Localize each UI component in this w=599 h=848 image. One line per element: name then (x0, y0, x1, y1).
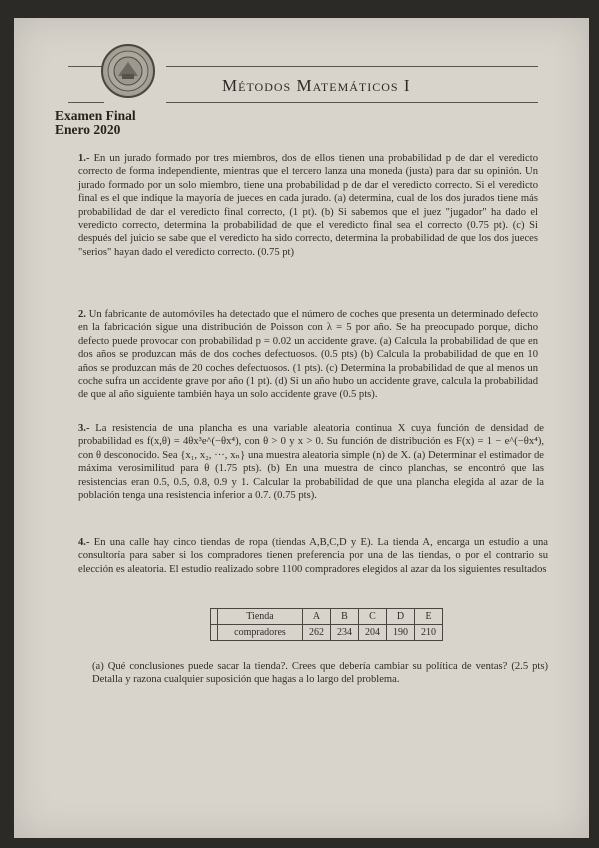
header-rule-right-bottom (166, 102, 538, 103)
table-cell: 262 (303, 625, 331, 641)
question-number: 3.- (78, 423, 90, 434)
table-cell: compradores (218, 625, 303, 641)
question-4 (78, 536, 548, 576)
question-3 (78, 422, 544, 502)
exam-type: Examen Final (55, 108, 136, 123)
page-title: Métodos Matemáticos I (222, 76, 411, 95)
university-seal-logo (101, 44, 155, 98)
exam-heading (55, 109, 136, 137)
question-1 (78, 152, 538, 259)
table-header-cell: Tienda (218, 609, 303, 625)
table-cell: 190 (387, 625, 415, 641)
table-header-row (211, 609, 443, 625)
table-header-cell: A (303, 609, 331, 625)
table-header-cell: E (415, 609, 443, 625)
table-cell: 204 (359, 625, 387, 641)
table-header-cell: D (387, 609, 415, 625)
question-number: 1.- (78, 153, 90, 164)
table-header-cell: B (331, 609, 359, 625)
header-rule-left-top (68, 66, 104, 67)
header-rule-right-top (166, 66, 538, 67)
question-4-followup: (a) Qué conclusiones puede sacar la tienda?. Crees que debería cambiar su política de ventas? (2.5 pts) Detalla y razona cualquier suposición que hagas a lo largo del problema. (92, 661, 548, 686)
question-number: 2. (78, 309, 86, 320)
table-row (211, 625, 443, 641)
table-cell (211, 625, 218, 641)
table-header-cell: C (359, 609, 387, 625)
shop-results-table (210, 608, 443, 641)
question-text: Un fabricante de automóviles ha detectado que el número de coches que presenta un determinado defecto en la fabricación sigue una distribución de Poisson con λ = 5 por año. Se ha preocupado porque, dicho defecto puede provocar con probabilidad p = 0.02 un accidente grave. (a) Calcula la probabilidad de que en dos años se produzcan más de dos coches defectuosos. (0.5 pts) (b) Calcula la probabilidad de que en 10 años se produzcan más de 20 coches defectuosos. (1 pts). (c) Determina la probabilidad de que al menos un coche sufra un accidente grave por año (1 pt). (d) Si un año hubo un accidente grave, calcula la probabilidad de que al año siguiente también haya un solo accidente grave (0.5 pts). (78, 309, 538, 401)
table-cell (211, 609, 218, 625)
table-cell: 210 (415, 625, 443, 641)
exam-date: Enero 2020 (55, 122, 121, 137)
question-text: En una calle hay cinco tiendas de ropa (tiendas A,B,C,D y E). La tienda A, encarga un estudio a una consultoría para saber si los compradores tienen preferencia por una de las tiendas, o por el contrario su elección es aleatoria. El estudio realizado sobre 1100 compradores elegidos al azar da los siguientes resultados (78, 537, 548, 575)
question-number: 4.- (78, 537, 90, 548)
header-rule-left-bottom (68, 102, 104, 103)
table-cell: 234 (331, 625, 359, 641)
question-2 (78, 308, 538, 402)
question-text: En un jurado formado por tres miembros, dos de ellos tienen una probabilidad p de dar el veredicto correcto de forma independiente, mientras que el tercero lanza una moneda (justa) para dar su opinión. Un jurado formado por un solo miembro, tiene una probabilidad p de dar el veredicto correcto. Si el veredicto final es el que indique la mayoría de jueces en cada jurado. (a) determina, cual de los dos jurados tiene más probabilidad de dar el veredicto final correcto, (1 pt). (b) Si sabemos que el juez "jugador" ha dado el veredicto correcto, determina la probabilidad de que el veredicto final sea el correcto (0.75 pt). (c) Si después del juicio se sabe que el veredicto ha sido correcto, determina la probabilidad de que los dos jueces "serios" hayan dado el veredicto correcto. (0.75 pt) (78, 153, 538, 258)
question-text: La resistencia de una plancha es una variable aleatoria continua X cuya función de densidad de probabilidad es f(x,θ) = 4θx³e^(−θx⁴), con θ > 0 y x > 0. Su función de distribución es F(x) = 1 − e^(−θx⁴), con θ desconocido. Sea {x₁, x₂, ···, xₙ} una muestra aleatoria simple (n) de X. (a) Determinar el estimador de máxima verosimilitud para θ (1.75 pts). (b) En una muestra de cinco planchas, se encontró que las resistencias eran 0.5, 0.5, 0.8, 0.9 y 1. Calcular la probabilidad de que una plancha elegida al azar de la población tenga una resistencia inferior a 0.7. (0.75 pts). (78, 423, 544, 502)
